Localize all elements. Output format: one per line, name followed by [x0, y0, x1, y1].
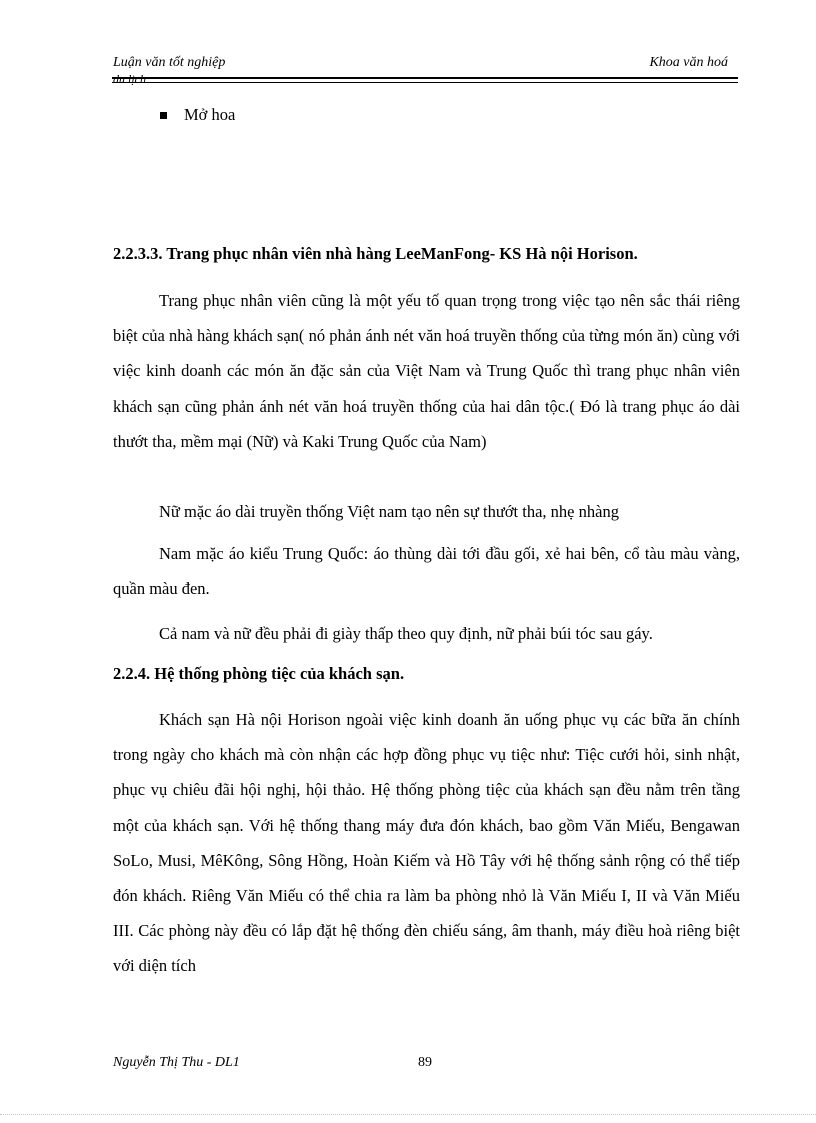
page-bottom-edge [0, 1114, 816, 1115]
header-subtitle-left: du lịch [113, 72, 146, 86]
header-title-left: Luận văn tốt nghiệp [113, 55, 226, 70]
section-heading-banquet: 2.2.4. Hệ thống phòng tiệc của khách sạn. [113, 664, 405, 683]
footer-author: Nguyễn Thị Thu - DL1 [113, 1055, 240, 1070]
paragraph-female-uniform: Nữ mặc áo dài truyền thống Việt nam tạo nên sự thướt tha, nhẹ nhàng [159, 502, 619, 521]
bullet-item [160, 105, 235, 125]
paragraph-male-uniform: Nam mặc áo kiểu Trung Quốc: áo thùng dài tới đầu gối, xẻ hai bên, cổ tàu màu vàng, quần màu đen. [113, 544, 740, 599]
section-heading-uniform: 2.2.3.3. Trang phục nhân viên nhà hàng LeeManFong- KS Hà nội Horison. [113, 244, 638, 263]
header-rule-thick [112, 77, 738, 79]
header-rule-thin [112, 82, 738, 83]
page-number: 89 [418, 1055, 432, 1070]
header-title-right: Khoa văn hoá [649, 55, 728, 70]
bullet-text: Mở hoa [184, 105, 236, 124]
square-bullet-icon [160, 112, 167, 119]
paragraph-uniform-intro: Trang phục nhân viên cũng là một yếu tố quan trọng trong việc tạo nên sắc thái riêng biệt của nhà hàng khách sạn( nó phản ánh nét văn hoá truyền thống của từng món ăn) cùng với việc kinh doanh các món ăn đặc sản của Việt Nam và Trung Quốc thì trang phục nhân viên khách sạn cũng phản ánh nét văn hoá truyền thống của hai dân tộc.( Đó là trang phục áo dài thướt tha, mềm mại (Nữ) và Kaki Trung Quốc của Nam) [113, 291, 740, 451]
paragraph-banquet-rooms: Khách sạn Hà nội Horison ngoài việc kinh doanh ăn uống phục vụ các bữa ăn chính trong ngày cho khách mà còn nhận các hợp đồng phục vụ tiệc như: Tiệc cưới hỏi, sinh nhật, phục vụ chiêu đãi hội nghị, hội thảo. Hệ thống phòng tiệc của khách sạn đều nằm trên tầng một của khách sạn. Với hệ thống thang máy đưa đón khách, bao gồm Văn Miếu, Bengawan SoLo, Musi, MêKông, Sông Hồng, Hoàn Kiếm và Hồ Tây với hệ thống sảnh rộng có thể tiếp đón khách. Riêng Văn Miếu có thể chia ra làm ba phòng nhỏ là Văn Miếu I, II và Văn Miếu III. Các phòng này đều có lắp đặt hệ thống đèn chiếu sáng, âm thanh, máy điều hoà riêng biệt với diện tích [113, 710, 740, 976]
paragraph-shoes-hair: Cả nam và nữ đều phải đi giày thấp theo quy định, nữ phải búi tóc sau gáy. [159, 624, 653, 643]
